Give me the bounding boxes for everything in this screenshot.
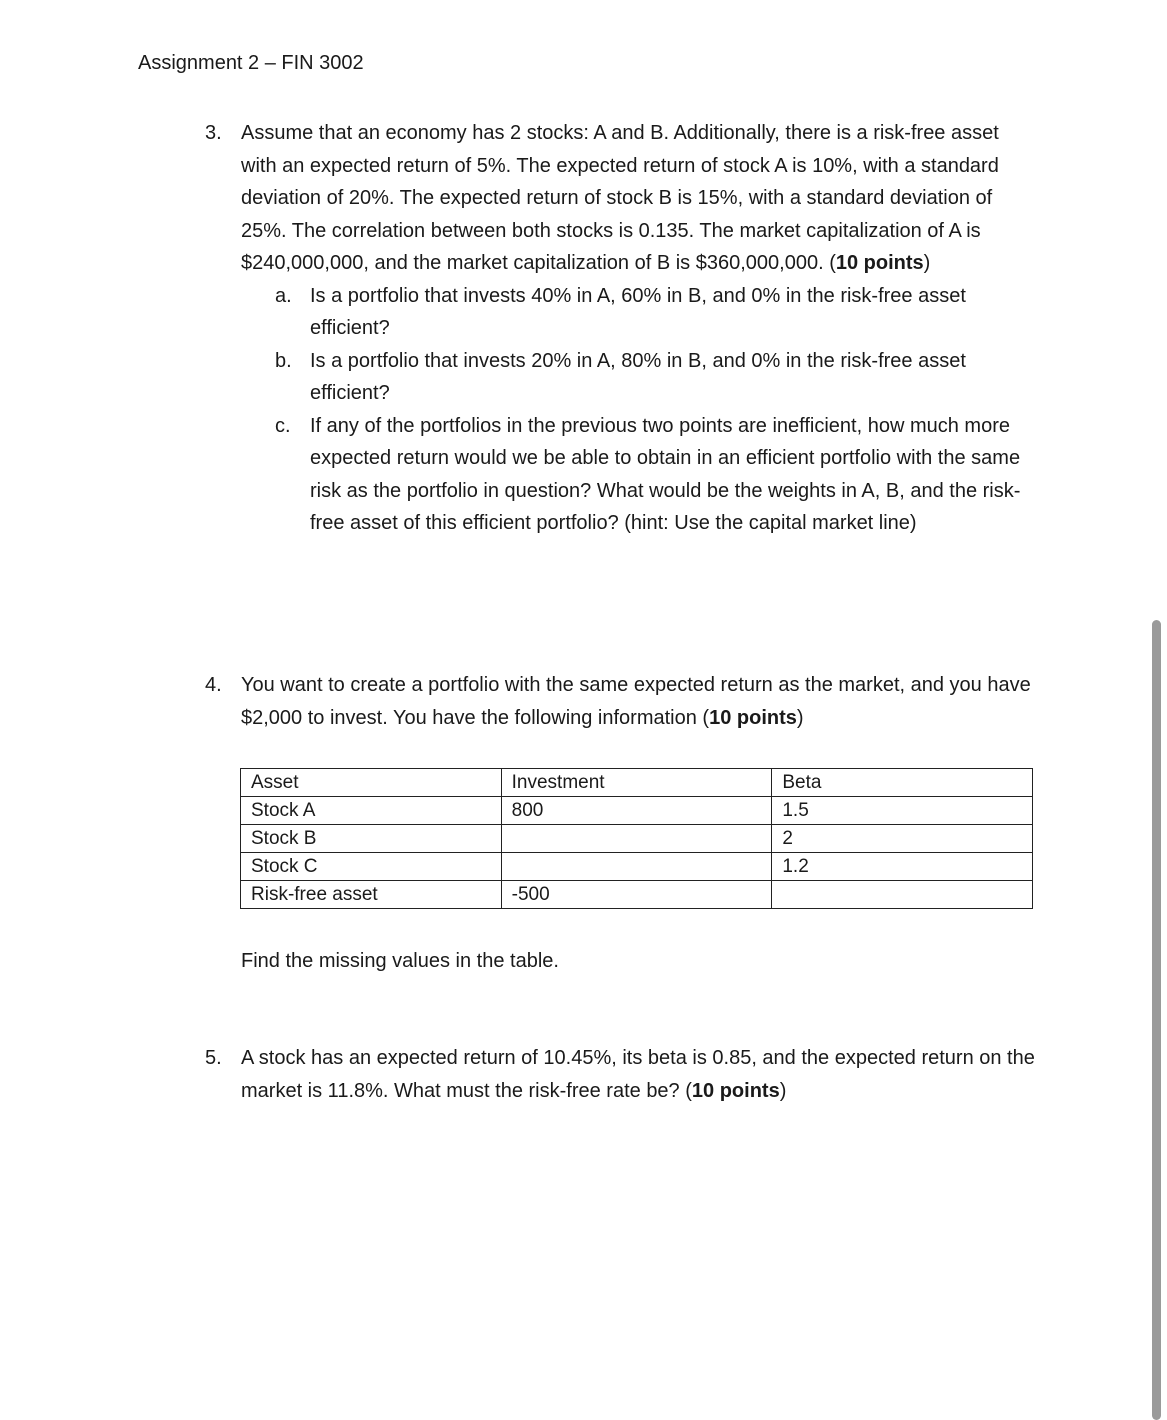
subquestion-c xyxy=(241,410,1035,540)
table-followup-text: Find the missing values in the table. xyxy=(241,950,559,972)
points-label: 10 points xyxy=(691,1079,780,1102)
question-text: You want to create a portfolio with the same expected return as the market, and you have $2,000 to invest. You have the following information (10 points) xyxy=(241,674,1031,729)
question-5 xyxy=(205,1042,1035,1107)
question-number: 3. xyxy=(205,122,222,144)
table-cell xyxy=(501,825,772,853)
vertical-scrollbar[interactable] xyxy=(1152,620,1161,1420)
table-cell: 800 xyxy=(501,797,772,825)
table-header-row xyxy=(241,769,1033,797)
table-row xyxy=(241,797,1033,825)
subquestion-letter: c. xyxy=(275,414,291,437)
table-row xyxy=(241,825,1033,853)
question-text: A stock has an expected return of 10.45%, its beta is 0.85, and the expected return on the market is 11.8%. What must the risk-free rate be? (10 points) xyxy=(241,1047,1035,1102)
table-cell: Stock A xyxy=(241,797,502,825)
table-cell: Stock B xyxy=(241,825,502,853)
table-header-cell: Beta xyxy=(772,769,1033,797)
question-text: Assume that an economy has 2 stocks: A and B. Additionally, there is a risk-free asset with an expected return of 5%. The expected return of stock A is 10%, with a standard deviation of 20%. The expected return of stock B is 15%, with a standard deviation of 25%. The correlation between both stocks is 0.135. The market capitalization of A is $240,000,000, and the market capitalization of B is $360,000,000. (10 points) xyxy=(241,122,999,274)
question-4 xyxy=(205,669,1035,734)
table-cell xyxy=(501,853,772,881)
info-table xyxy=(240,768,1033,909)
document-header: Assignment 2 – FIN 3002 xyxy=(138,52,364,74)
subquestion-text: If any of the portfolios in the previous two points are inefficient, how much more expected return would we be able to obtain in an efficient portfolio with the same risk as the portfolio in question? What would be the weights in A, B, and the risk-free asset of this efficient portfolio? (hint: Use the capital market line) xyxy=(310,414,1021,534)
table-cell: Stock C xyxy=(241,853,502,881)
subquestion-letter: b. xyxy=(275,349,292,372)
table-row xyxy=(241,881,1033,909)
table-cell: Risk-free asset xyxy=(241,881,502,909)
table-cell: -500 xyxy=(501,881,772,909)
subquestion-text: Is a portfolio that invests 20% in A, 80% in B, and 0% in the risk-free asset efficient? xyxy=(310,349,966,404)
table-cell xyxy=(772,881,1033,909)
subquestion-b xyxy=(241,345,1035,410)
table-header-cell: Investment xyxy=(501,769,772,797)
table-header-cell: Asset xyxy=(241,769,502,797)
question-number: 5. xyxy=(205,1047,222,1069)
table-cell: 1.2 xyxy=(772,853,1033,881)
subquestion-a xyxy=(241,280,1035,345)
question-number: 4. xyxy=(205,674,222,696)
points-label: 10 points xyxy=(709,706,797,729)
question-3 xyxy=(205,117,1035,540)
points-label: 10 points xyxy=(835,252,924,274)
subquestion-letter: a. xyxy=(275,284,292,307)
table-row xyxy=(241,853,1033,881)
subquestion-text: Is a portfolio that invests 40% in A, 60% in B, and 0% in the risk-free asset efficient? xyxy=(310,284,966,339)
table-cell: 1.5 xyxy=(772,797,1033,825)
table-cell: 2 xyxy=(772,825,1033,853)
